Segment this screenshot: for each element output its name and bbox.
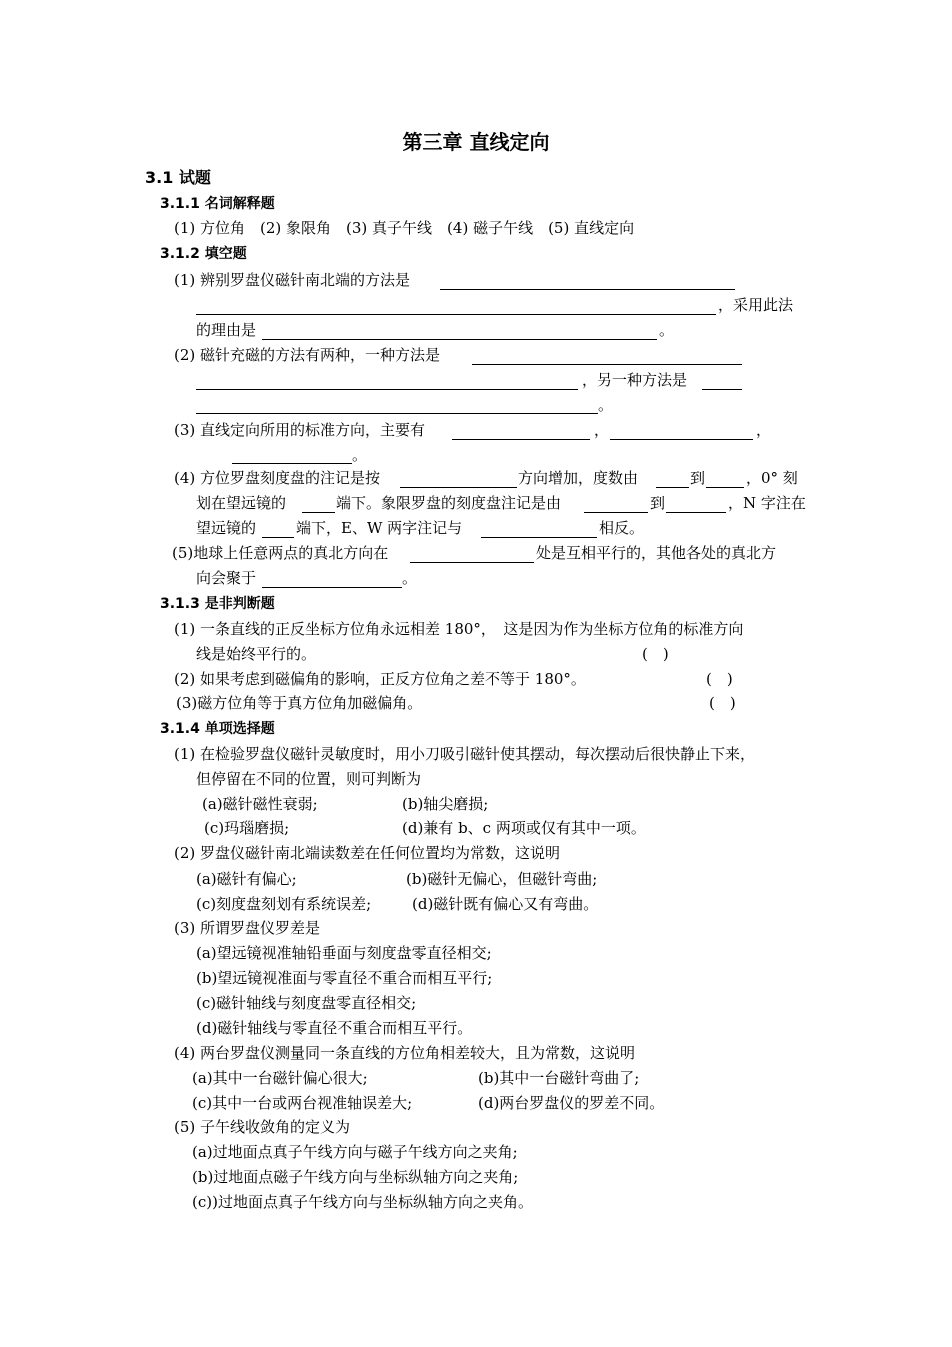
answer-paren[interactable]: ( ) <box>706 670 733 688</box>
tf-question-2: (2) 如果考虑到磁偏角的影响，正反方位角之差不等于 180°。 <box>174 670 586 688</box>
fill-q5-text-1: (5)地球上任意两点的真北方向在 <box>172 544 389 562</box>
subsection-heading-terms: 3.1.1 名词解释题 <box>160 196 275 212</box>
fill-q3-comma-2: ， <box>756 421 772 439</box>
fill-q1-text-3: 的理由是 <box>196 321 257 339</box>
answer-blank[interactable] <box>706 486 744 488</box>
answer-blank[interactable] <box>196 388 578 390</box>
option[interactable]: (a)磁针磁性衰弱; <box>202 795 318 813</box>
subsection-heading-fill: 3.1.2 填空题 <box>160 246 247 262</box>
fill-q4-text-4: ，0° 刻 <box>746 469 798 487</box>
answer-blank[interactable] <box>656 486 689 488</box>
fill-q4-text-7: 到 <box>650 494 666 512</box>
option[interactable]: (d)磁针轴线与零直径不重合而相互平行。 <box>196 1019 473 1037</box>
option[interactable]: (a)其中一台磁针偏心很大; <box>192 1069 368 1087</box>
fill-q3-text: (3) 直线定向所用的标准方向，主要有 <box>174 421 426 439</box>
option[interactable]: (a)望远镜视准轴铅垂面与刻度盘零直径相交; <box>196 944 492 962</box>
option[interactable]: (b)望远镜视准面与零直径不重合而相互平行; <box>196 969 493 987</box>
fill-q4-text-5: 划在望远镜的 <box>196 494 287 512</box>
option[interactable]: (c))过地面点真子午线方向与坐标纵轴方向之夹角。 <box>192 1193 533 1211</box>
fill-q4-text-3: 到 <box>690 469 706 487</box>
section-heading: 3.1 试题 <box>145 168 211 187</box>
tf-question-3: (3)磁方位角等于真方位角加磁偏角。 <box>176 694 423 712</box>
option[interactable]: (c)玛瑙磨损; <box>204 819 290 837</box>
option[interactable]: (b)轴尖磨损; <box>402 795 489 813</box>
answer-blank[interactable] <box>481 536 597 538</box>
fill-q4-text-9: 望远镜的 <box>196 519 257 537</box>
answer-blank[interactable] <box>262 338 657 340</box>
answer-blank[interactable] <box>702 388 742 390</box>
fill-question-1-line-1 <box>174 270 410 290</box>
answer-blank[interactable] <box>196 313 716 315</box>
option[interactable]: (d)两台罗盘仪的罗差不同。 <box>478 1094 665 1112</box>
fill-q1-text-2: ，采用此法 <box>718 296 794 314</box>
fill-q4-text-11: 相反。 <box>599 519 645 537</box>
answer-paren[interactable]: ( ) <box>642 645 669 663</box>
answer-blank[interactable] <box>666 511 726 513</box>
fill-q5-text-3: 向会聚于 <box>196 569 257 587</box>
choice-q2: (2) 罗盘仪磁针南北端读数差在任何位置均为常数，这说明 <box>174 844 561 862</box>
answer-blank[interactable] <box>472 363 742 365</box>
option[interactable]: (a)磁针有偏心; <box>196 870 297 888</box>
answer-blank[interactable] <box>262 586 402 588</box>
answer-blank[interactable] <box>232 462 352 464</box>
fill-q2-text: (2) 磁针充磁的方法有两种，一种方法是 <box>174 346 441 364</box>
option[interactable]: (c)其中一台或两台视准轴误差大; <box>192 1094 413 1112</box>
fill-q1-end: 。 <box>659 321 675 339</box>
option[interactable]: (d)磁针既有偏心又有弯曲。 <box>412 895 599 913</box>
fill-q4-text-6: 端下。象限罗盘的刻度盘注记是由 <box>336 494 562 512</box>
fill-q4-text-1: (4) 方位罗盘刻度盘的注记是按 <box>174 469 381 487</box>
fill-q4-text-8: ，N 字注在 <box>728 494 806 512</box>
answer-paren[interactable]: ( ) <box>709 694 736 712</box>
choice-q1-cont: 但停留在不同的位置，则可判断为 <box>196 770 422 788</box>
fill-q2-end: 。 <box>598 396 614 414</box>
chapter-title: 第三章 直线定向 <box>402 130 550 154</box>
option[interactable]: (d)兼有 b、c 两项或仅有其中一项。 <box>402 819 646 837</box>
answer-blank[interactable] <box>400 486 517 488</box>
choice-q1: (1) 在检验罗盘仪磁针灵敏度时，用小刀吸引磁针使其摆动，每次摆动后很快静止下来， <box>174 745 756 763</box>
fill-q2-text-2: ，另一种方法是 <box>582 371 688 389</box>
subsection-heading-choice: 3.1.4 单项选择题 <box>160 721 275 737</box>
fill-q1-text: (1) 辨别罗盘仪磁针南北端的方法是 <box>174 271 411 289</box>
choice-q4: (4) 两台罗盘仪测量同一条直线的方位角相差较大，且为常数，这说明 <box>174 1044 636 1062</box>
fill-q5-end: 。 <box>402 569 418 587</box>
fill-q3-end: 。 <box>352 446 368 464</box>
tf-question-1-cont: 线是始终平行的。 <box>196 645 317 663</box>
choice-q3: (3) 所谓罗盘仪罗差是 <box>174 919 321 937</box>
tf-question-1: (1) 一条直线的正反坐标方位角永远相差 180°， 这是因为作为坐标方位角的标准方向 <box>174 620 744 638</box>
answer-blank[interactable] <box>452 438 590 440</box>
answer-blank[interactable] <box>302 511 335 513</box>
option[interactable]: (a)过地面点真子午线方向与磁子午线方向之夹角; <box>192 1143 518 1161</box>
answer-blank[interactable] <box>262 536 294 538</box>
terms-list: (1) 方位角 (2) 象限角 (3) 真子午线 (4) 磁子午线 (5) 直线定向 <box>174 219 635 237</box>
answer-blank[interactable] <box>410 561 534 563</box>
option[interactable]: (b)过地面点磁子午线方向与坐标纵轴方向之夹角; <box>192 1168 519 1186</box>
answer-blank[interactable] <box>584 511 648 513</box>
fill-q3-comma-1: ， <box>594 421 610 439</box>
answer-blank[interactable] <box>196 412 598 414</box>
answer-blank[interactable] <box>610 438 753 440</box>
fill-q5-text-2: 处是互相平行的，其他各处的真北方 <box>536 544 777 562</box>
choice-q5: (5) 子午线收敛角的定义为 <box>174 1118 351 1136</box>
option[interactable]: (b)磁针无偏心，但磁针弯曲; <box>406 870 598 888</box>
option[interactable]: (c)磁针轴线与刻度盘零直径相交; <box>196 994 417 1012</box>
option[interactable]: (c)刻度盘刻划有系统误差; <box>196 895 372 913</box>
fill-q4-text-10: 端下，E、W 两字注记与 <box>296 519 463 537</box>
option[interactable]: (b)其中一台磁针弯曲了; <box>478 1069 640 1087</box>
subsection-heading-true-false: 3.1.3 是非判断题 <box>160 596 275 612</box>
fill-q4-text-2: 方向增加，度数由 <box>518 469 639 487</box>
answer-blank[interactable] <box>440 288 735 290</box>
